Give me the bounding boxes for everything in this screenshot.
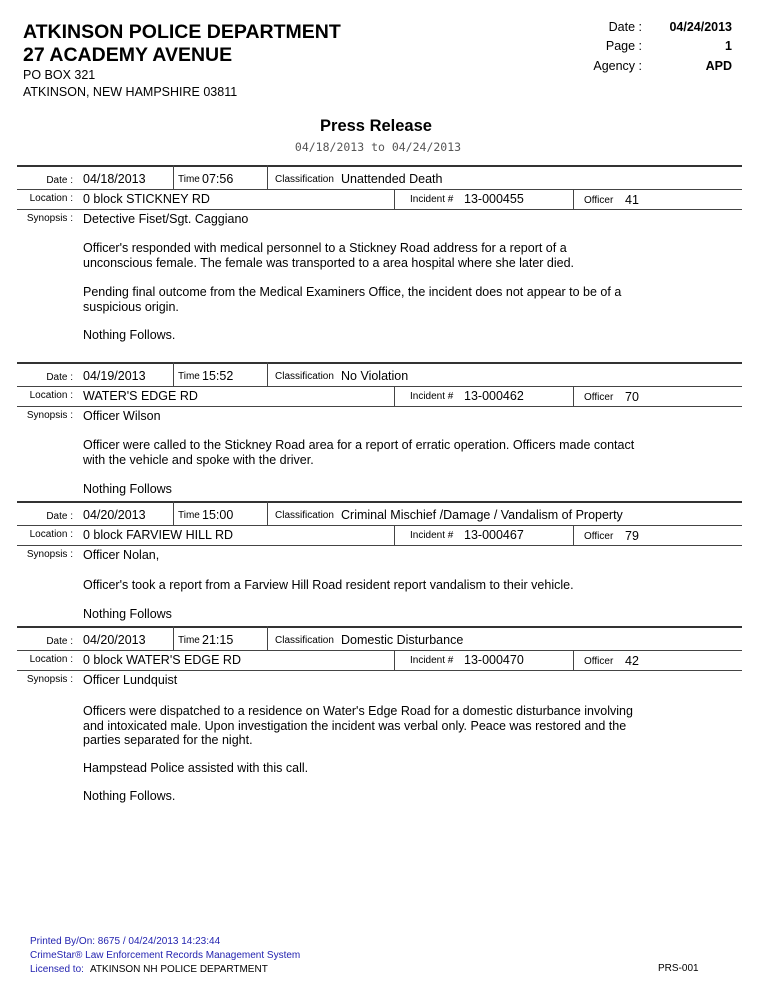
record-bottom-rule <box>17 670 742 671</box>
report-title: Press Release <box>320 117 432 135</box>
date-label: Date : <box>46 175 73 186</box>
record-classification: Unattended Death <box>341 172 443 186</box>
header-page-label: Page : <box>605 39 642 53</box>
officer-label: Officer <box>584 195 614 206</box>
record-date: 04/20/2013 <box>83 508 146 522</box>
record-date: 04/20/2013 <box>83 633 146 647</box>
synopsis-paragraph: Nothing Follows. <box>83 328 176 342</box>
time-label: Time <box>178 510 200 521</box>
record-date: 04/19/2013 <box>83 369 146 383</box>
header-date-value: 04/24/2013 <box>669 20 732 34</box>
cell-divider <box>173 165 174 189</box>
officer-label: Officer <box>584 531 614 542</box>
record-time: 21:15 <box>202 633 234 647</box>
cell-divider <box>573 525 574 545</box>
record-location: 0 block WATER'S EDGE RD <box>83 653 241 667</box>
synopsis-paragraph: Nothing Follows <box>83 607 172 621</box>
synopsis-label: Synopsis : <box>26 410 73 421</box>
cell-divider <box>173 362 174 386</box>
header-agency-value: APD <box>705 59 732 73</box>
cell-divider <box>573 650 574 670</box>
po-box: PO BOX 321 <box>23 68 96 82</box>
record-top-rule <box>17 362 742 364</box>
location-label: Location : <box>29 193 73 204</box>
record-location: WATER'S EDGE RD <box>83 389 198 403</box>
incident-label: Incident # <box>410 194 454 205</box>
date-label: Date : <box>46 511 73 522</box>
synopsis-label: Synopsis : <box>26 674 73 685</box>
cell-divider <box>573 189 574 209</box>
location-label: Location : <box>29 654 73 665</box>
record-incident: 13-000470 <box>464 653 524 667</box>
cell-divider <box>394 525 395 545</box>
synopsis-label: Synopsis : <box>26 549 73 560</box>
synopsis-paragraph: Officer were called to the Stickney Road area for a report of erratic operation. Officers made contact with the vehicle and spoke with the driver. <box>83 438 635 467</box>
record-mid-rule <box>17 189 742 190</box>
time-label: Time <box>178 174 200 185</box>
location-label: Location : <box>29 529 73 540</box>
incident-label: Incident # <box>410 391 454 402</box>
classification-label: Classification <box>275 371 334 382</box>
record-classification: Criminal Mischief /Damage / Vandalism of Property <box>341 508 623 522</box>
location-label: Location : <box>29 390 73 401</box>
system-name: CrimeStar® Law Enforcement Records Management System <box>30 950 301 961</box>
printed-by: Printed By/On: 8675 / 04/24/2013 14:23:44 <box>30 936 221 947</box>
synopsis-paragraph: Hampstead Police assisted with this call. <box>83 761 309 775</box>
record-location: 0 block FARVIEW HILL RD <box>83 528 234 542</box>
record-officer: 41 <box>625 193 639 207</box>
record-bottom-rule <box>17 545 742 546</box>
record-top-rule <box>17 165 742 167</box>
incident-record <box>17 165 742 365</box>
cell-divider <box>267 165 268 189</box>
header-page-value: 1 <box>725 39 732 53</box>
header-date-label: Date : <box>608 20 642 34</box>
classification-label: Classification <box>275 174 334 185</box>
cell-divider <box>267 501 268 525</box>
incident-record <box>17 626 742 826</box>
cell-divider <box>173 501 174 525</box>
synopsis-lead: Officer Wilson <box>83 409 161 423</box>
incident-label: Incident # <box>410 530 454 541</box>
licensed-to: ATKINSON NH POLICE DEPARTMENT <box>90 964 268 975</box>
cell-divider <box>173 626 174 650</box>
department-street: 27 ACADEMY AVENUE <box>23 44 233 66</box>
cell-divider <box>394 386 395 406</box>
record-officer: 70 <box>625 390 639 404</box>
date-label: Date : <box>46 372 73 383</box>
cell-divider <box>267 626 268 650</box>
record-mid-rule <box>17 525 742 526</box>
synopsis-lead: Officer Nolan, <box>83 548 160 562</box>
officer-label: Officer <box>584 656 614 667</box>
city-state: ATKINSON, NEW HAMPSHIRE 03811 <box>23 85 238 99</box>
record-incident: 13-000455 <box>464 192 524 206</box>
record-mid-rule <box>17 386 742 387</box>
record-location: 0 block STICKNEY RD <box>83 192 210 206</box>
officer-label: Officer <box>584 392 614 403</box>
record-officer: 42 <box>625 654 639 668</box>
record-classification: Domestic Disturbance <box>341 633 464 647</box>
record-officer: 79 <box>625 529 639 543</box>
cell-divider <box>267 362 268 386</box>
synopsis-lead: Detective Fiset/Sgt. Caggiano <box>83 212 249 226</box>
record-time: 07:56 <box>202 172 234 186</box>
synopsis-paragraph: Nothing Follows <box>83 482 172 496</box>
licensed-label: Licensed to: <box>30 964 84 975</box>
synopsis-paragraph: Pending final outcome from the Medical Examiners Office, the incident does not appear to be of a suspicious origin. <box>83 285 622 314</box>
record-bottom-rule <box>17 406 742 407</box>
time-label: Time <box>178 635 200 646</box>
cell-divider <box>573 386 574 406</box>
record-time: 15:00 <box>202 508 234 522</box>
record-top-rule <box>17 501 742 503</box>
date-label: Date : <box>46 636 73 647</box>
record-bottom-rule <box>17 209 742 210</box>
synopsis-paragraph: Officer's responded with medical personnel to a Stickney Road address for a report of a unconscious female. The female was transported to a area hospital where she later died. <box>83 241 575 270</box>
record-top-rule <box>17 626 742 628</box>
record-time: 15:52 <box>202 369 234 383</box>
classification-label: Classification <box>275 510 334 521</box>
classification-label: Classification <box>275 635 334 646</box>
synopsis-lead: Officer Lundquist <box>83 673 178 687</box>
record-date: 04/18/2013 <box>83 172 146 186</box>
record-incident: 13-000467 <box>464 528 524 542</box>
record-classification: No Violation <box>341 369 409 383</box>
cell-divider <box>394 650 395 670</box>
form-code: PRS-001 <box>658 963 699 974</box>
time-label: Time <box>178 371 200 382</box>
record-mid-rule <box>17 650 742 651</box>
synopsis-paragraph: Officer's took a report from a Farview Hill Road resident report vandalism to their vehicle. <box>83 578 574 592</box>
cell-divider <box>394 189 395 209</box>
synopsis-paragraph: Officers were dispatched to a residence on Water's Edge Road for a domestic disturbance involving and intoxicated male. Upon investigation the incident was verbal only. Peace was restored and the parties separated for the night. <box>83 704 633 747</box>
synopsis-label: Synopsis : <box>26 213 73 224</box>
report-date-range: 04/18/2013 to 04/24/2013 <box>294 140 462 154</box>
department-name: ATKINSON POLICE DEPARTMENT <box>23 21 341 43</box>
header-agency-label: Agency : <box>593 59 642 73</box>
incident-label: Incident # <box>410 655 454 666</box>
record-incident: 13-000462 <box>464 389 524 403</box>
synopsis-paragraph: Nothing Follows. <box>83 789 176 803</box>
